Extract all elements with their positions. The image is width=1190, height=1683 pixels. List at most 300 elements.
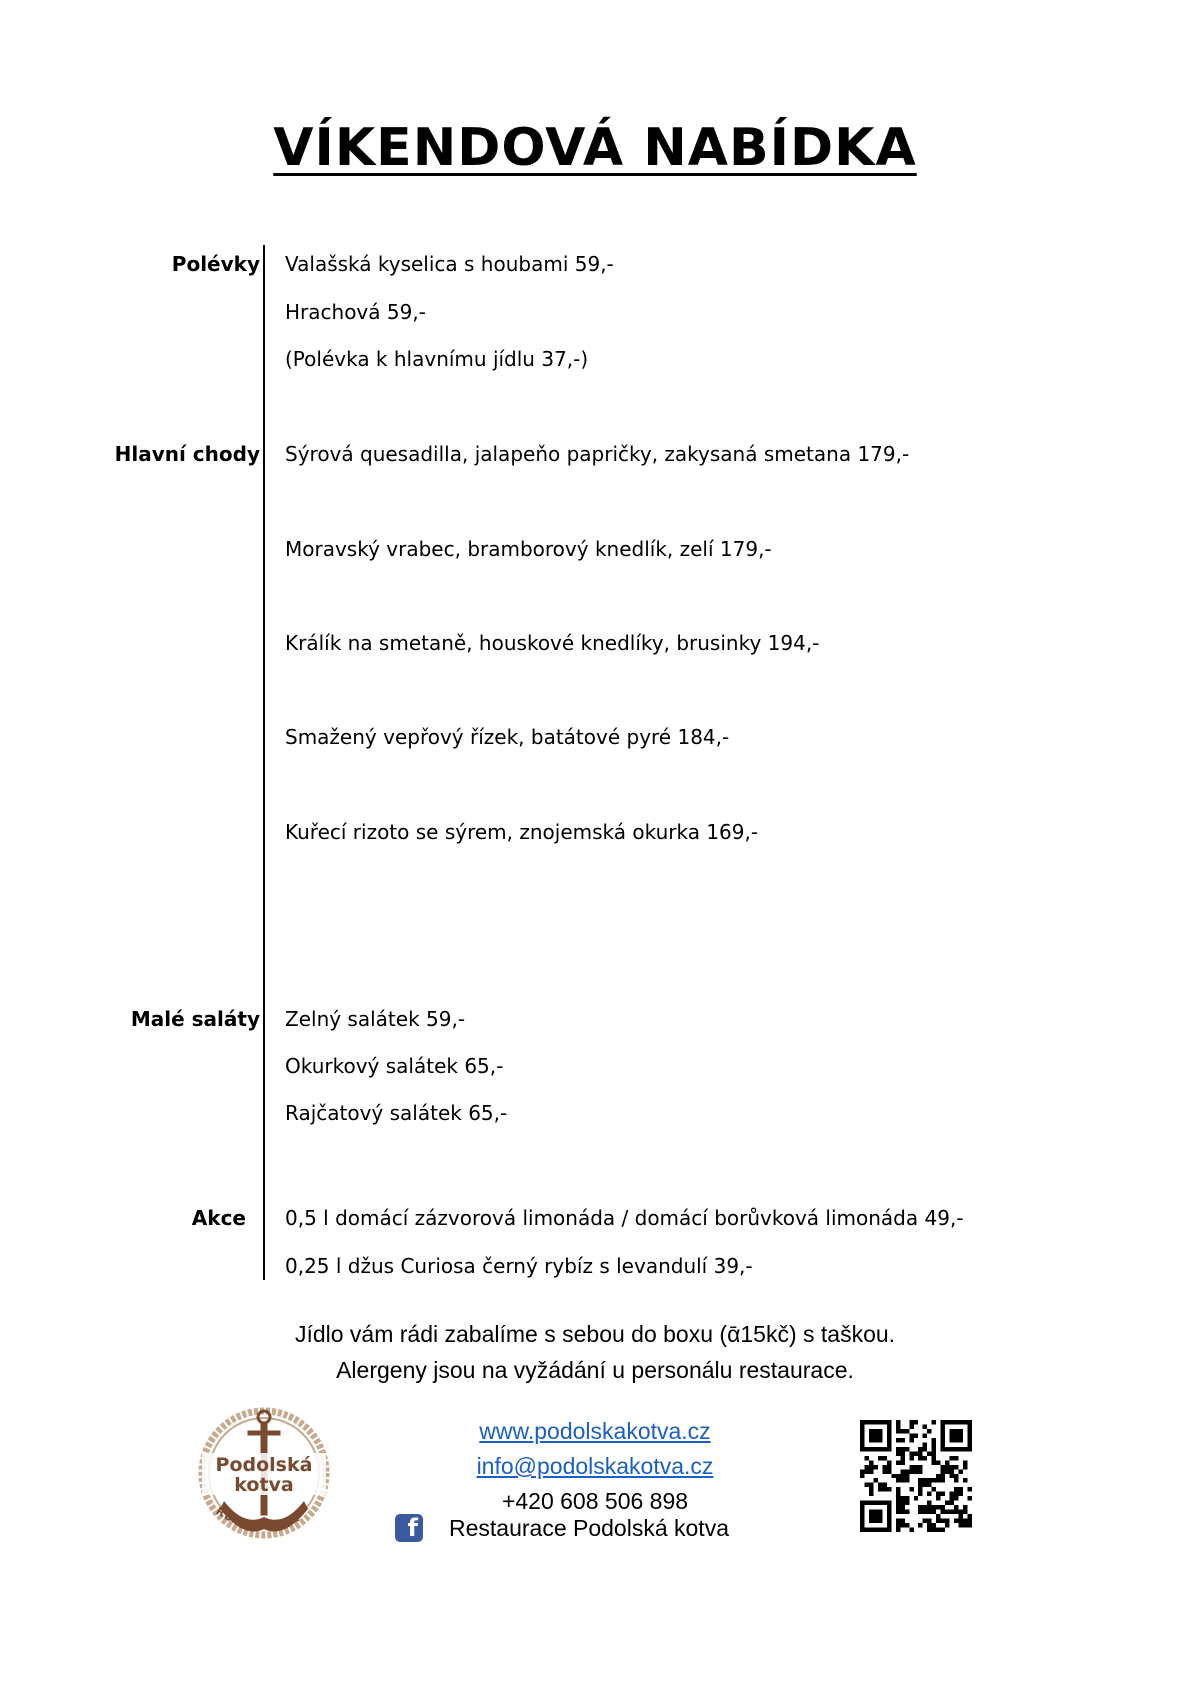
qr-module [909, 1528, 913, 1532]
qr-module [891, 1474, 895, 1478]
qr-module [923, 1442, 927, 1446]
qr-module [959, 1438, 963, 1442]
qr-module [873, 1465, 877, 1469]
qr-module [932, 1442, 936, 1446]
qr-module [950, 1429, 954, 1433]
qr-module [959, 1523, 963, 1527]
qr-module [954, 1496, 958, 1500]
qr-module [878, 1501, 882, 1505]
qr-module [887, 1447, 891, 1451]
section-label-salads: Malé saláty [130, 1007, 260, 1031]
qr-module [869, 1460, 873, 1464]
qr-module [950, 1456, 954, 1460]
qr-module [954, 1510, 958, 1514]
qr-module [873, 1433, 877, 1437]
qr-module [878, 1487, 882, 1491]
qr-code [860, 1420, 972, 1532]
qr-module [959, 1519, 963, 1523]
qr-module [878, 1438, 882, 1442]
qr-module [887, 1523, 891, 1527]
qr-module [869, 1438, 873, 1442]
qr-module [918, 1492, 922, 1496]
qr-module [950, 1447, 954, 1451]
qr-module [927, 1519, 931, 1523]
qr-module [869, 1447, 873, 1451]
qr-module [882, 1487, 886, 1491]
qr-module [945, 1501, 949, 1505]
qr-module [864, 1420, 868, 1424]
qr-module [878, 1420, 882, 1424]
qr-module [860, 1429, 864, 1433]
qr-module [918, 1483, 922, 1487]
qr-module [936, 1478, 940, 1482]
menu-item: Zelný salátek 59,- [285, 1007, 466, 1031]
qr-module [869, 1465, 873, 1469]
qr-module [954, 1429, 958, 1433]
qr-module [860, 1514, 864, 1518]
qr-module [941, 1420, 945, 1424]
menu-item: Králík na smetaně, houskové knedlíky, brusinky 194,- [285, 631, 820, 655]
qr-module [860, 1469, 864, 1473]
qr-module [954, 1505, 958, 1509]
qr-module [932, 1438, 936, 1442]
qr-module [900, 1474, 904, 1478]
qr-module [941, 1433, 945, 1437]
qr-module [873, 1420, 877, 1424]
qr-module [896, 1510, 900, 1514]
qr-module [954, 1465, 958, 1469]
qr-module [927, 1483, 931, 1487]
qr-module [927, 1492, 931, 1496]
qr-module [963, 1510, 967, 1514]
qr-module [927, 1528, 931, 1532]
qr-module [878, 1433, 882, 1437]
qr-module [869, 1433, 873, 1437]
qr-module [896, 1505, 900, 1509]
qr-module [923, 1424, 927, 1428]
qr-module [954, 1519, 958, 1523]
qr-module [896, 1501, 900, 1505]
qr-module [873, 1514, 877, 1518]
qr-module [927, 1429, 931, 1433]
qr-module [941, 1442, 945, 1446]
qr-module [887, 1429, 891, 1433]
qr-module [945, 1523, 949, 1527]
qr-module [918, 1505, 922, 1509]
qr-module [887, 1519, 891, 1523]
qr-module [887, 1510, 891, 1514]
qr-module [968, 1429, 972, 1433]
menu-item: Kuřecí rizoto se sýrem, znojemská okurka 169,- [285, 820, 759, 844]
qr-module [860, 1523, 864, 1527]
qr-module [882, 1465, 886, 1469]
qr-module [954, 1420, 958, 1424]
menu-item: Moravský vrabec, bramborový knedlík, zelí 179,- [285, 537, 772, 561]
qr-module [860, 1433, 864, 1437]
qr-module [882, 1469, 886, 1473]
qr-module [869, 1429, 873, 1433]
qr-module [887, 1424, 891, 1428]
qr-module [950, 1501, 954, 1505]
qr-module [882, 1501, 886, 1505]
qr-module [950, 1433, 954, 1437]
qr-module [860, 1420, 864, 1424]
qr-module [927, 1505, 931, 1509]
qr-module [887, 1487, 891, 1491]
qr-module [941, 1519, 945, 1523]
qr-module [968, 1433, 972, 1437]
qr-module [918, 1447, 922, 1451]
qr-module [927, 1510, 931, 1514]
qr-module [959, 1487, 963, 1491]
qr-module [963, 1505, 967, 1509]
qr-module [900, 1523, 904, 1527]
qr-module [941, 1510, 945, 1514]
qr-module [950, 1469, 954, 1473]
logo-subtitle: RESTAURACE [213, 1504, 302, 1533]
qr-module [905, 1474, 909, 1478]
qr-module [873, 1501, 877, 1505]
qr-module [860, 1438, 864, 1442]
qr-module [905, 1429, 909, 1433]
qr-module [887, 1438, 891, 1442]
qr-module [932, 1487, 936, 1491]
qr-module [927, 1501, 931, 1505]
qr-module [959, 1433, 963, 1437]
qr-module [941, 1474, 945, 1478]
qr-module [923, 1447, 927, 1451]
qr-module [941, 1447, 945, 1451]
menu-item: Valašská kyselica s houbami 59,- [285, 252, 614, 276]
qr-module [959, 1510, 963, 1514]
qr-module [896, 1519, 900, 1523]
qr-module [860, 1519, 864, 1523]
qr-module [864, 1465, 868, 1469]
qr-module [873, 1519, 877, 1523]
qr-module [936, 1460, 940, 1464]
qr-module [900, 1510, 904, 1514]
menu-item: Sýrová quesadilla, jalapeňo papričky, zakysaná smetana 179,- [285, 442, 910, 466]
qr-module [918, 1487, 922, 1491]
qr-module [869, 1501, 873, 1505]
qr-module [878, 1447, 882, 1451]
qr-module [941, 1505, 945, 1509]
qr-module [918, 1523, 922, 1527]
qr-module [954, 1478, 958, 1482]
qr-module [918, 1469, 922, 1473]
qr-module [941, 1465, 945, 1469]
qr-module [932, 1478, 936, 1482]
qr-module [914, 1465, 918, 1469]
qr-module [959, 1429, 963, 1433]
qr-module [936, 1514, 940, 1518]
qr-module [887, 1528, 891, 1532]
menu-item: Smažený vepřový řízek, batátové pyré 184,- [285, 725, 730, 749]
qr-module [968, 1523, 972, 1527]
qr-module [959, 1469, 963, 1473]
qr-module [909, 1451, 913, 1455]
qr-module [900, 1438, 904, 1442]
column-divider [263, 245, 265, 1280]
logo-text-line1: Podolská [215, 1454, 313, 1476]
qr-module [932, 1510, 936, 1514]
qr-module [887, 1460, 891, 1464]
qr-module [905, 1510, 909, 1514]
qr-module [869, 1487, 873, 1491]
qr-module [914, 1433, 918, 1437]
qr-module [941, 1438, 945, 1442]
qr-module [878, 1456, 882, 1460]
qr-module [896, 1451, 900, 1455]
logo-text-line2: kotva [234, 1474, 294, 1496]
qr-module [909, 1456, 913, 1460]
qr-module [860, 1474, 864, 1478]
qr-module [963, 1447, 967, 1451]
qr-module [945, 1447, 949, 1451]
website-link[interactable]: www.podolskakotva.cz [479, 1418, 711, 1444]
qr-module [923, 1510, 927, 1514]
qr-module [918, 1478, 922, 1482]
qr-module [923, 1483, 927, 1487]
qr-module [905, 1501, 909, 1505]
menu-item: Hrachová 59,- [285, 300, 426, 324]
qr-module [860, 1424, 864, 1428]
qr-module [896, 1460, 900, 1464]
qr-module [869, 1514, 873, 1518]
qr-module [968, 1442, 972, 1446]
qr-module [900, 1451, 904, 1455]
qr-module [900, 1447, 904, 1451]
qr-module [927, 1451, 931, 1455]
qr-module [927, 1478, 931, 1482]
qr-module [878, 1510, 882, 1514]
qr-module [954, 1474, 958, 1478]
qr-module [954, 1438, 958, 1442]
qr-module [896, 1438, 900, 1442]
qr-module [882, 1528, 886, 1532]
qr-module [918, 1456, 922, 1460]
qr-module [950, 1510, 954, 1514]
qr-module [900, 1496, 904, 1500]
qr-module [936, 1474, 940, 1478]
qr-module [941, 1429, 945, 1433]
qr-module [905, 1523, 909, 1527]
qr-module [927, 1523, 931, 1527]
section-label-mains: Hlavní chody [114, 442, 260, 466]
qr-module [923, 1433, 927, 1437]
qr-module [963, 1523, 967, 1527]
qr-module [963, 1465, 967, 1469]
qr-module [896, 1478, 900, 1482]
qr-module [959, 1447, 963, 1451]
qr-module [963, 1478, 967, 1482]
qr-module [950, 1496, 954, 1500]
qr-module [932, 1460, 936, 1464]
qr-module [909, 1433, 913, 1437]
qr-module [887, 1420, 891, 1424]
page-title: VÍKENDOVÁ NABÍDKA [273, 118, 917, 178]
qr-module [878, 1429, 882, 1433]
qr-module [963, 1519, 967, 1523]
menu-item: Rajčatový salátek 65,- [285, 1101, 508, 1125]
qr-module [918, 1510, 922, 1514]
takeaway-note: Jídlo vám rádi zabalíme s sebou do boxu (ᾱ15kč) s taškou. [294, 1321, 896, 1347]
qr-module [923, 1505, 927, 1509]
qr-module [896, 1523, 900, 1527]
qr-module [909, 1465, 913, 1469]
qr-module [896, 1492, 900, 1496]
qr-module [936, 1492, 940, 1496]
qr-module [936, 1505, 940, 1509]
qr-module [900, 1505, 904, 1509]
qr-module [945, 1519, 949, 1523]
qr-module [887, 1433, 891, 1437]
qr-module [932, 1523, 936, 1527]
facebook-page-name: Restaurace Podolská kotva [449, 1514, 729, 1541]
qr-module [932, 1447, 936, 1451]
qr-module [869, 1420, 873, 1424]
qr-module [968, 1487, 972, 1491]
qr-module [963, 1420, 967, 1424]
qr-module [945, 1469, 949, 1473]
qr-module [954, 1447, 958, 1451]
menu-item: 0,5 l domácí zázvorová limonáda / domácí borůvková limonáda 49,- [285, 1206, 964, 1230]
qr-module [923, 1519, 927, 1523]
section-label-offers: Akce [191, 1206, 246, 1230]
qr-module [950, 1465, 954, 1469]
qr-module [968, 1514, 972, 1518]
qr-module [932, 1528, 936, 1532]
qr-module [860, 1505, 864, 1509]
qr-module [864, 1528, 868, 1532]
qr-module [887, 1442, 891, 1446]
qr-module [864, 1469, 868, 1473]
qr-module [869, 1528, 873, 1532]
qr-module [959, 1514, 963, 1518]
qr-module [896, 1474, 900, 1478]
qr-module [968, 1438, 972, 1442]
qr-module [878, 1514, 882, 1518]
qr-module [932, 1505, 936, 1509]
qr-module [959, 1420, 963, 1424]
qr-module [900, 1519, 904, 1523]
facebook-row[interactable] [395, 1514, 729, 1542]
qr-module [860, 1447, 864, 1451]
qr-module [896, 1496, 900, 1500]
qr-module [945, 1460, 949, 1464]
qr-module [941, 1528, 945, 1532]
email-link[interactable]: info@podolskakotva.cz [476, 1453, 714, 1479]
qr-module [936, 1519, 940, 1523]
qr-module [878, 1519, 882, 1523]
qr-module [932, 1420, 936, 1424]
qr-module [950, 1438, 954, 1442]
qr-module [914, 1420, 918, 1424]
qr-module [968, 1424, 972, 1428]
qr-module [914, 1451, 918, 1455]
qr-module [873, 1438, 877, 1442]
qr-module [864, 1447, 868, 1451]
qr-module [914, 1496, 918, 1500]
qr-module [954, 1487, 958, 1491]
qr-module [941, 1492, 945, 1496]
qr-module [909, 1487, 913, 1491]
qr-module [918, 1465, 922, 1469]
qr-module [900, 1429, 904, 1433]
qr-module [896, 1420, 900, 1424]
qr-module [900, 1478, 904, 1482]
qr-module [923, 1456, 927, 1460]
qr-module [900, 1456, 904, 1460]
qr-module [909, 1420, 913, 1424]
menu-item: 0,25 l džus Curiosa černý rybíz s levandulí 39,- [285, 1254, 753, 1278]
qr-module [932, 1451, 936, 1455]
qr-module [860, 1528, 864, 1532]
qr-module [896, 1487, 900, 1491]
qr-module [896, 1447, 900, 1451]
qr-module [873, 1478, 877, 1482]
qr-module [887, 1514, 891, 1518]
allergens-note: Alergeny jsou na vyžádání u personálu restaurace. [336, 1357, 854, 1383]
qr-module [887, 1501, 891, 1505]
qr-module [864, 1483, 868, 1487]
qr-module [945, 1420, 949, 1424]
qr-module [963, 1460, 967, 1464]
qr-module [882, 1483, 886, 1487]
qr-module [945, 1465, 949, 1469]
qr-module [873, 1429, 877, 1433]
qr-module [909, 1424, 913, 1428]
qr-module [864, 1501, 868, 1505]
qr-module [900, 1460, 904, 1464]
qr-module [896, 1429, 900, 1433]
qr-module [909, 1438, 913, 1442]
qr-module [873, 1528, 877, 1532]
menu-item: Okurkový salátek 65,- [285, 1054, 504, 1078]
qr-module [887, 1505, 891, 1509]
qr-module [968, 1447, 972, 1451]
qr-module [878, 1483, 882, 1487]
qr-module [887, 1465, 891, 1469]
qr-module [941, 1478, 945, 1482]
qr-module [905, 1447, 909, 1451]
section-label-soups: Polévky [171, 252, 260, 276]
qr-module [968, 1519, 972, 1523]
qr-module [909, 1469, 913, 1473]
menu-item: (Polévka k hlavnímu jídlu 37,-) [285, 347, 589, 371]
phone-number: +420 608 506 898 [501, 1488, 689, 1514]
qr-module [869, 1483, 873, 1487]
qr-module [914, 1469, 918, 1473]
qr-module [869, 1519, 873, 1523]
qr-module [882, 1420, 886, 1424]
qr-module [932, 1456, 936, 1460]
qr-module [950, 1492, 954, 1496]
qr-module [905, 1496, 909, 1500]
qr-module [954, 1456, 958, 1460]
qr-module [941, 1424, 945, 1428]
qr-module [936, 1496, 940, 1500]
qr-module [941, 1469, 945, 1473]
qr-module [882, 1456, 886, 1460]
qr-module [878, 1528, 882, 1532]
qr-module [905, 1478, 909, 1482]
facebook-icon: f [395, 1514, 423, 1542]
qr-module [882, 1447, 886, 1451]
qr-module [869, 1469, 873, 1473]
qr-module [869, 1510, 873, 1514]
qr-module [873, 1510, 877, 1514]
